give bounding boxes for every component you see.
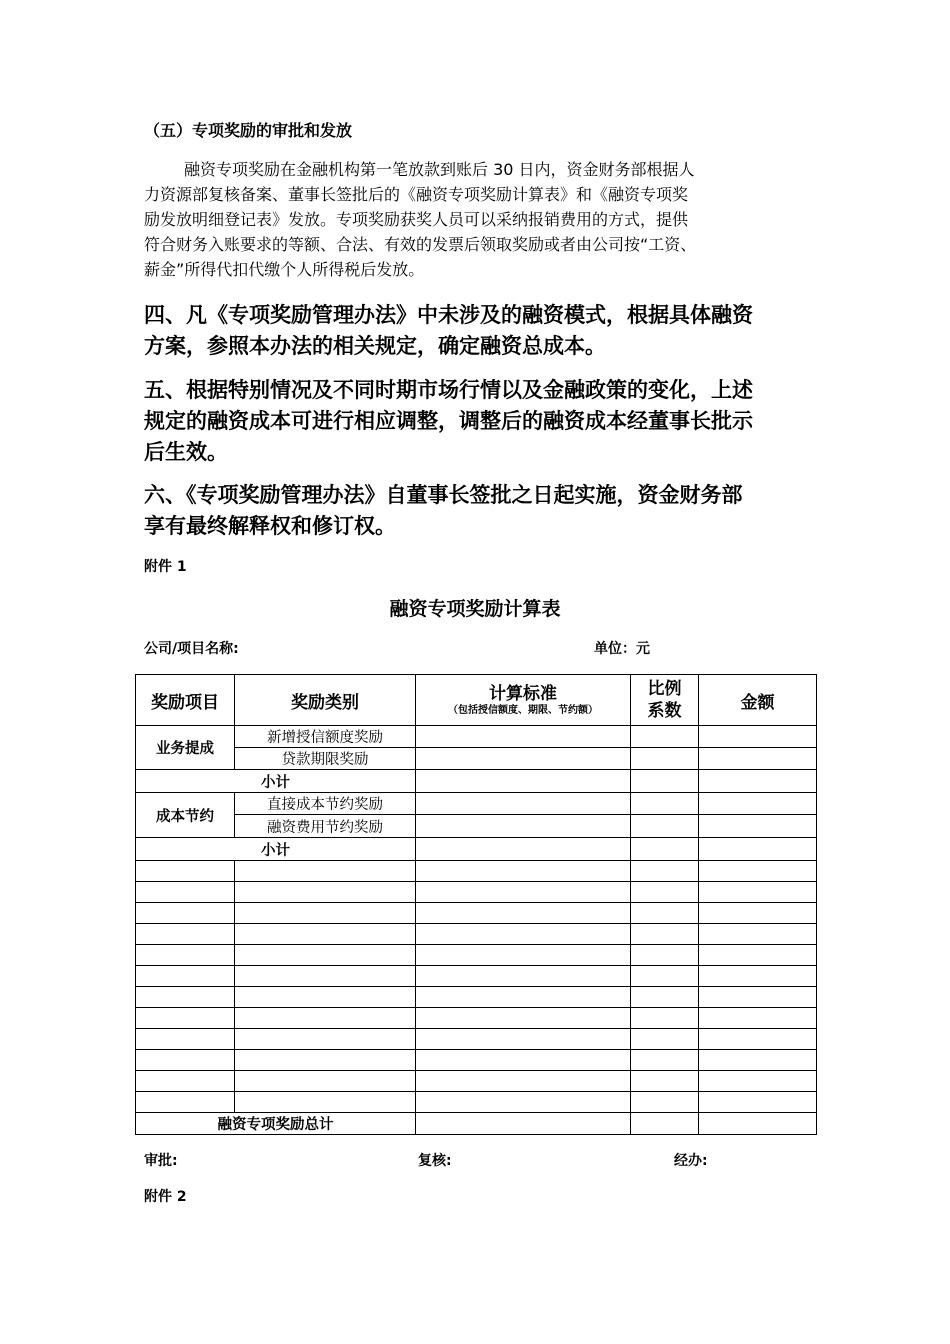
section-heading: （五）专项奖励的审批和发放 xyxy=(144,121,353,140)
subtotal-label: 小计 xyxy=(136,838,416,861)
subtotal-row xyxy=(136,770,817,793)
table-cell xyxy=(631,748,699,770)
header-item: 奖励项目 xyxy=(136,675,235,726)
empty-row xyxy=(136,924,817,945)
table-cell xyxy=(699,793,817,815)
clause-four: 四、凡《专项奖励管理办法》中未涉及的融资模式，根据具体融资 方案，参照本办法的相关规定，确定融资总成本。 xyxy=(144,303,753,358)
table-row xyxy=(136,793,817,815)
table-cell xyxy=(631,726,699,748)
paragraph-line: 融资专项奖励在金融机构第一笔放款到账后 30 日内，资金财务部根据人 xyxy=(184,160,695,179)
company-label: 公司/项目名称: xyxy=(144,641,239,657)
table-cell xyxy=(699,1113,817,1135)
table-row xyxy=(136,815,817,838)
empty-row xyxy=(136,966,817,987)
table-cell xyxy=(416,793,631,815)
table-cell xyxy=(631,793,699,815)
table-row xyxy=(136,726,817,748)
header-ratio: 比例 系数 xyxy=(631,675,699,726)
total-label: 融资专项奖励总计 xyxy=(136,1113,416,1135)
table-title: 融资专项奖励计算表 xyxy=(389,598,561,620)
clause-six: 六、《专项奖励管理办法》自董事长签批之日起实施，资金财务部 享有最终解释权和修订权。 xyxy=(144,483,743,538)
category-cell: 融资费用节约奖励 xyxy=(235,815,416,838)
empty-row xyxy=(136,861,817,882)
paragraph-line: 励发放明细登记表》发放。专项奖励获奖人员可以采纳报销费用的方式，提供 xyxy=(144,210,689,229)
table-cell xyxy=(631,770,699,793)
reward-calculation-table xyxy=(135,674,817,1135)
table-cell xyxy=(699,748,817,770)
empty-row xyxy=(136,1008,817,1029)
header-standard-note: （包括授信额度、期限、节约额） xyxy=(448,705,598,716)
unit-label: 单位：元 xyxy=(594,641,650,657)
table-cell xyxy=(416,726,631,748)
attachment-1-label: 附件 1 xyxy=(144,559,187,575)
empty-row xyxy=(136,987,817,1008)
table-cell xyxy=(699,726,817,748)
header-amount: 金额 xyxy=(699,675,817,726)
empty-row xyxy=(136,1029,817,1050)
table-cell xyxy=(631,815,699,838)
header-category: 奖励类别 xyxy=(235,675,416,726)
header-standard: 计算标准 （包括授信额度、期限、节约额） xyxy=(416,675,631,726)
empty-row xyxy=(136,903,817,924)
cost-saving-label: 成本节约 xyxy=(136,793,235,838)
category-cell: 直接成本节约奖励 xyxy=(235,793,416,815)
paragraph-line: 薪金”所得代扣代缴个人所得税后发放。 xyxy=(144,260,425,279)
clause-five: 五、根据特别情况及不同时期市场行情以及金融政策的变化，上述 规定的融资成本可进行相应调整，调整后的融资成本经董事长批示 后生效。 xyxy=(144,378,753,464)
subtotal-row xyxy=(136,838,817,861)
total-row xyxy=(136,1113,817,1135)
section-paragraph xyxy=(144,157,809,282)
business-commission-label: 业务提成 xyxy=(136,726,235,770)
review-signature-label: 复核: xyxy=(418,1153,452,1169)
table-cell xyxy=(631,1113,699,1135)
table-cell xyxy=(416,770,631,793)
empty-row xyxy=(136,1050,817,1071)
table-cell xyxy=(699,838,817,861)
table-cell xyxy=(416,838,631,861)
table-cell xyxy=(416,815,631,838)
table-cell xyxy=(416,748,631,770)
empty-row xyxy=(136,882,817,903)
approve-signature-label: 审批: xyxy=(144,1153,178,1169)
empty-row xyxy=(136,945,817,966)
handler-signature-label: 经办: xyxy=(674,1153,708,1169)
table-cell xyxy=(699,770,817,793)
category-cell: 贷款期限奖励 xyxy=(235,748,416,770)
paragraph-line: 力资源部复核备案、董事长签批后的《融资专项奖励计算表》和《融资专项奖 xyxy=(144,185,689,204)
empty-row xyxy=(136,1092,817,1113)
subtotal-label: 小计 xyxy=(136,770,416,793)
table-header-row xyxy=(136,675,817,726)
category-cell: 新增授信额度奖励 xyxy=(235,726,416,748)
table-row xyxy=(136,748,817,770)
table-cell xyxy=(699,815,817,838)
empty-row xyxy=(136,1071,817,1092)
table-cell xyxy=(631,838,699,861)
paragraph-line: 符合财务入账要求的等额、合法、有效的发票后领取奖励或者由公司按“工资、 xyxy=(144,235,697,254)
attachment-2-label: 附件 2 xyxy=(144,1189,187,1205)
table-cell xyxy=(416,1113,631,1135)
